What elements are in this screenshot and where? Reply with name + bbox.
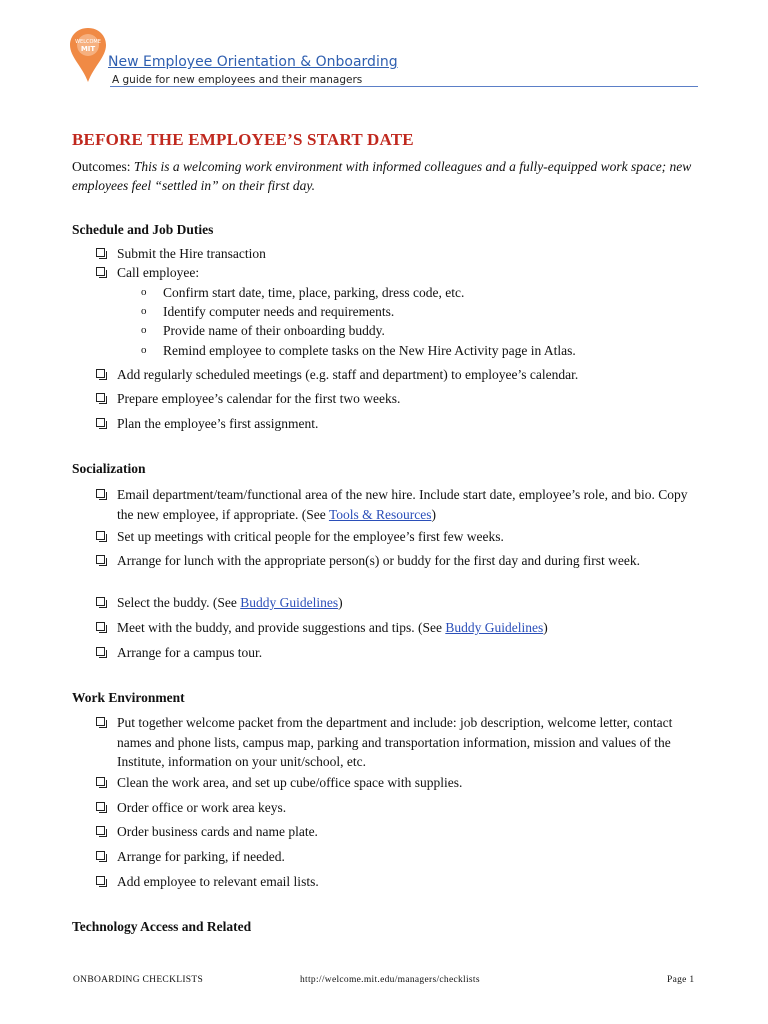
buddy-guidelines-link[interactable]: Buddy Guidelines	[240, 595, 339, 610]
svg-text:WELCOME: WELCOME	[75, 39, 101, 45]
footer-left: ONBOARDING CHECKLISTS	[73, 975, 204, 985]
item-text: Select the buddy. (See	[117, 595, 237, 610]
sub-list-item-text: Identify computer needs and requirements.	[163, 304, 395, 319]
checklist-item-text: Submit the Hire transaction	[117, 246, 266, 261]
checkbox-icon[interactable]	[96, 622, 105, 631]
section-title-technology: Technology Access and Related	[72, 919, 252, 934]
checkbox-icon[interactable]	[96, 826, 105, 835]
checklist-item-text: Prepare employee’s calendar for the first two weeks.	[117, 391, 401, 406]
checkbox-icon[interactable]	[96, 369, 105, 378]
checkbox-icon[interactable]	[96, 531, 105, 540]
section-title-work-environment: Work Environment	[72, 690, 185, 705]
outcomes-paragraph	[72, 157, 702, 195]
checkbox-icon[interactable]	[96, 248, 105, 257]
page-number: Page 1	[667, 975, 695, 985]
checklist-item-text	[117, 485, 705, 524]
sub-list-item-text: Remind employee to complete tasks on the New Hire Activity page in Atlas.	[163, 343, 576, 358]
checkbox-icon[interactable]	[96, 597, 105, 606]
sub-list-item-text: Confirm start date, time, place, parking, dress code, etc.	[163, 285, 465, 300]
sub-bullet: o	[141, 324, 147, 336]
sub-bullet: o	[141, 286, 147, 298]
checkbox-icon[interactable]	[96, 555, 105, 564]
header-divider	[110, 86, 698, 87]
checklist-item-text	[117, 618, 705, 638]
checklist-item-text: Arrange for lunch with the appropriate person(s) or buddy for the first day and during first week.	[117, 553, 640, 568]
sub-list-item-text: Provide name of their onboarding buddy.	[163, 323, 385, 338]
checkbox-icon[interactable]	[96, 777, 105, 786]
item-text: Email department/team/functional area of the new hire. Include start date, employee’s role, and bio. Copy the new employee, if appropriate. (See	[117, 487, 688, 522]
checkbox-icon[interactable]	[96, 418, 105, 427]
page-heading: BEFORE THE EMPLOYEE’S START DATE	[72, 130, 414, 149]
checklist-item-text: Clean the work area, and set up cube/office space with supplies.	[117, 775, 463, 790]
checklist-item-text: Arrange for a campus tour.	[117, 645, 263, 660]
outcomes-text: This is a welcoming work environment with informed colleagues and a fully-equipped work space; new employees feel “settled in” on their first day.	[72, 159, 692, 193]
buddy-guidelines-link[interactable]: Buddy Guidelines	[445, 620, 544, 635]
checklist-item-text: Order office or work area keys.	[117, 800, 287, 815]
sub-bullet: o	[141, 305, 147, 317]
checklist-item-text: Call employee:	[117, 265, 200, 280]
checklist-item-text: Plan the employee’s first assignment.	[117, 416, 319, 431]
sub-bullet: o	[141, 344, 147, 356]
item-text: Meet with the buddy, and provide suggestions and tips. (See	[117, 620, 442, 635]
checklist-item-text: Put together welcome packet from the department and include: job description, welcome letter, contact names and phone lists, campus map, parking and transportation information, mission and values of the Institute, information on your unit/school, etc.	[117, 715, 673, 769]
document-header	[68, 26, 698, 88]
section-title-schedule: Schedule and Job Duties	[72, 222, 214, 237]
section-title-socialization: Socialization	[72, 461, 146, 476]
checklist-item-text: Set up meetings with critical people for the employee’s first few weeks.	[117, 529, 504, 544]
checkbox-icon[interactable]	[96, 489, 105, 498]
checkbox-icon[interactable]	[96, 717, 105, 726]
item-text: )	[431, 506, 436, 522]
outcomes-label: Outcomes:	[72, 159, 131, 174]
checklist-item-text	[117, 593, 705, 613]
checklist-item-text: Order business cards and name plate.	[117, 824, 318, 839]
item-text: )	[543, 620, 548, 635]
map-pin-logo-icon	[68, 26, 108, 84]
tools-resources-link[interactable]: Tools & Resources	[328, 506, 432, 522]
checkbox-icon[interactable]	[96, 876, 105, 885]
svg-text:MIT: MIT	[80, 45, 96, 53]
checkbox-icon[interactable]	[96, 393, 105, 402]
document-title[interactable]: New Employee Orientation & Onboarding	[108, 54, 398, 70]
footer-url[interactable]: http://welcome.mit.edu/managers/checklists	[300, 975, 480, 985]
checkbox-icon[interactable]	[96, 647, 105, 656]
checklist-item-text: Add regularly scheduled meetings (e.g. staff and department) to employee’s calendar.	[117, 367, 579, 382]
checklist-item-text: Add employee to relevant email lists.	[117, 874, 319, 889]
document-subtitle: A guide for new employees and their managers	[112, 74, 363, 86]
checkbox-icon[interactable]	[96, 802, 105, 811]
item-text: )	[338, 595, 343, 610]
checkbox-icon[interactable]	[96, 851, 105, 860]
checkbox-icon[interactable]	[96, 267, 105, 276]
checklist-item-text: Arrange for parking, if needed.	[117, 849, 285, 864]
